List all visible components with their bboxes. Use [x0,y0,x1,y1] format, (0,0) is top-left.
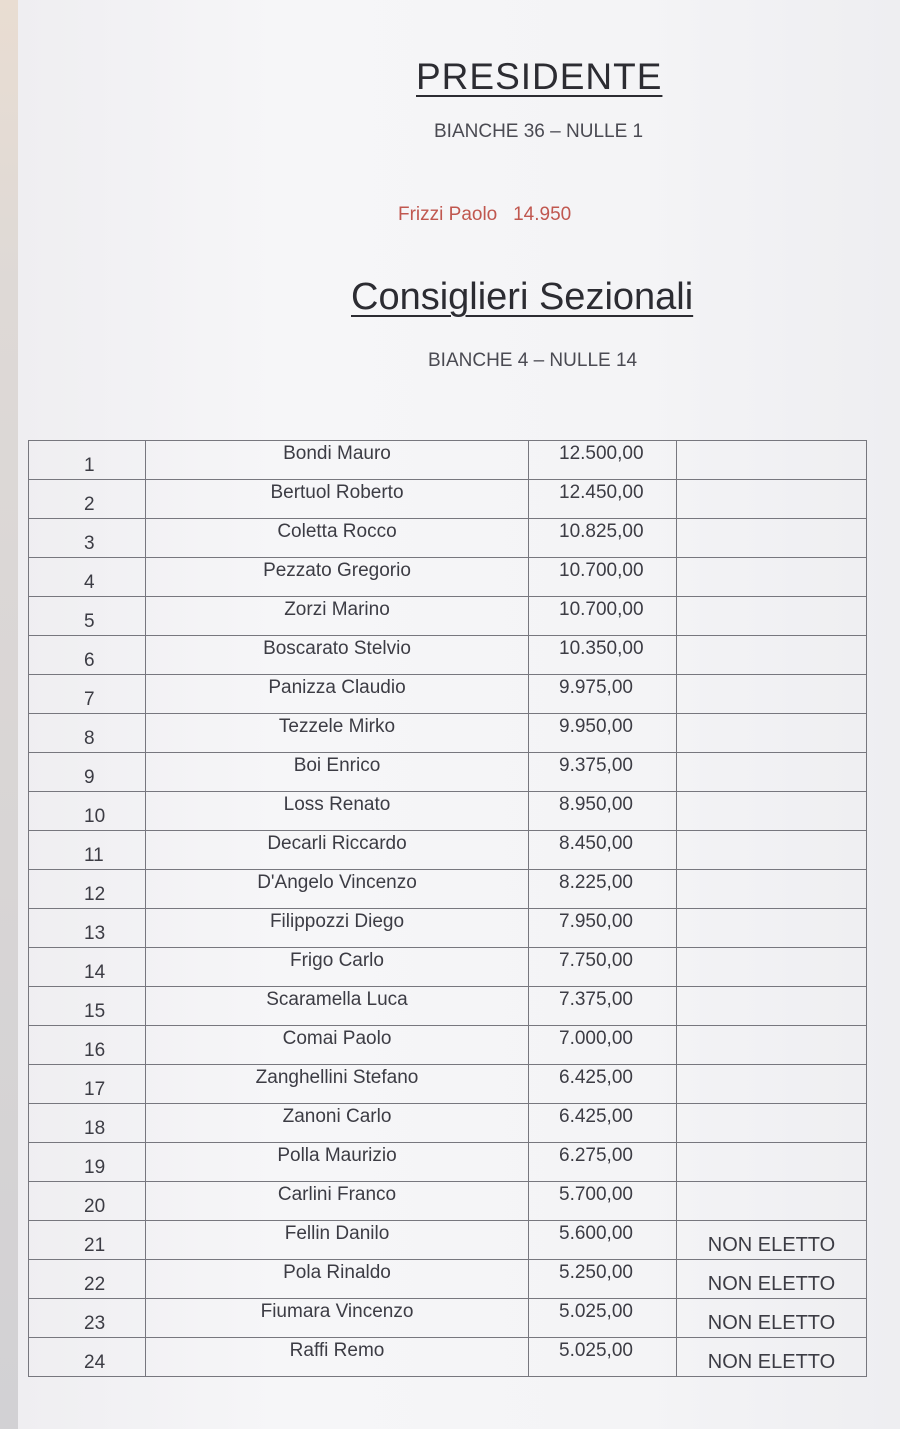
candidate-name-cell [146,753,529,792]
election-status-cell [677,1026,867,1065]
election-status-cell [677,1065,867,1104]
election-status-cell [677,558,867,597]
table-row [29,948,867,987]
rank-number: 3 [84,533,95,554]
rank-number: 2 [84,494,95,515]
table-row [29,753,867,792]
rank-number: 19 [84,1157,106,1178]
candidate-votes: 10.825,00 [559,521,644,542]
president-heading: PRESIDENTE [416,56,663,97]
candidate-votes: 5.025,00 [559,1340,633,1361]
candidate-votes: 5.700,00 [559,1184,633,1205]
candidate-name: Comai Paolo [282,1028,392,1049]
election-status-cell [677,636,867,675]
candidate-name-cell [146,636,529,675]
candidate-name: Boi Enrico [293,755,381,776]
rank-number-cell [29,948,146,987]
candidate-votes: 7.375,00 [559,989,633,1010]
rank-number-cell [29,519,146,558]
candidate-name: Pezzato Gregorio [263,560,411,581]
candidate-name-cell [146,1026,529,1065]
candidate-votes-cell [529,480,677,519]
candidate-votes-cell [529,558,677,597]
candidate-name: Panizza Claudio [268,677,406,698]
candidate-votes-cell [529,987,677,1026]
rank-number: 17 [84,1079,106,1100]
candidate-name-cell [146,1143,529,1182]
table-row [29,1143,867,1182]
rank-number-cell [29,1143,146,1182]
candidate-votes-cell [529,1104,677,1143]
candidate-votes: 7.000,00 [559,1028,633,1049]
candidate-votes: 6.425,00 [559,1067,633,1088]
candidate-votes: 12.450,00 [559,482,644,503]
election-status-cell [677,1260,867,1299]
election-status-cell [677,909,867,948]
candidate-votes-cell [529,870,677,909]
candidate-votes-cell [529,1260,677,1299]
rank-number: 4 [84,572,95,593]
rank-number-cell [29,1182,146,1221]
election-status-cell [677,1104,867,1143]
president-winner [398,204,571,226]
candidate-name-cell [146,1104,529,1143]
candidate-name: Filippozzi Diego [269,911,405,932]
candidate-name-cell [146,1221,529,1260]
rank-number-cell [29,1221,146,1260]
election-status: NON ELETTO [707,1351,836,1373]
table-row [29,675,867,714]
candidate-votes: 9.975,00 [559,677,633,698]
candidate-votes: 7.950,00 [559,911,633,932]
candidate-name: Decarli Riccardo [267,833,407,854]
rank-number: 22 [84,1274,106,1295]
councillors-heading: Consiglieri Sezionali [351,276,694,318]
table-row [29,909,867,948]
candidate-name: Coletta Rocco [277,521,397,542]
candidate-votes-cell [529,948,677,987]
candidate-votes-cell [529,1221,677,1260]
candidate-votes: 8.225,00 [559,872,633,893]
table-row [29,792,867,831]
candidate-votes-cell [529,441,677,480]
table-row [29,870,867,909]
rank-number: 1 [84,455,95,476]
candidate-votes: 10.700,00 [559,560,644,581]
table-row [29,714,867,753]
candidate-votes-cell [529,1026,677,1065]
rank-number-cell [29,558,146,597]
rank-number: 24 [84,1352,106,1373]
candidate-name: Fiumara Vincenzo [260,1301,414,1322]
table-row [29,1221,867,1260]
candidate-name: Scaramella Luca [266,989,408,1010]
candidate-votes: 9.375,00 [559,755,633,776]
candidate-votes: 6.425,00 [559,1106,633,1127]
election-status-cell [677,870,867,909]
candidate-name-cell [146,1260,529,1299]
candidate-votes-cell [529,675,677,714]
rank-number: 5 [84,611,95,632]
candidate-votes-cell [529,519,677,558]
candidate-name: Carlini Franco [277,1184,397,1205]
table-row [29,987,867,1026]
rank-number: 10 [84,806,106,827]
table-row [29,1338,867,1377]
candidate-votes-cell [529,1299,677,1338]
rank-number: 6 [84,650,95,671]
councillors-blank-null-count: BIANCHE 4 – NULLE 14 [428,350,638,371]
candidate-name-cell [146,1299,529,1338]
table-row [29,558,867,597]
candidate-votes: 8.950,00 [559,794,633,815]
table-row [29,1104,867,1143]
rank-number-cell [29,441,146,480]
table-row [29,636,867,675]
rank-number-cell [29,831,146,870]
rank-number-cell [29,675,146,714]
candidate-votes: 5.025,00 [559,1301,633,1322]
candidate-votes-cell [529,792,677,831]
election-status-cell [677,987,867,1026]
rank-number-cell [29,1299,146,1338]
rank-number-cell [29,597,146,636]
candidate-votes: 10.700,00 [559,599,644,620]
candidate-name: Bertuol Roberto [270,482,404,503]
rank-number: 13 [84,923,106,944]
rank-number-cell [29,636,146,675]
results-table-body [29,441,867,1377]
candidate-name-cell [146,480,529,519]
candidate-votes: 5.600,00 [559,1223,633,1244]
candidate-votes-cell [529,753,677,792]
table-row [29,1065,867,1104]
candidate-name-cell [146,870,529,909]
election-status-cell [677,519,867,558]
rank-number-cell [29,1065,146,1104]
candidate-name: Zanoni Carlo [282,1106,392,1127]
table-row [29,1182,867,1221]
rank-number-cell [29,1104,146,1143]
election-status: NON ELETTO [707,1234,836,1256]
rank-number-cell [29,753,146,792]
candidate-name: Frigo Carlo [290,950,384,971]
candidate-name-cell [146,909,529,948]
rank-number: 12 [84,884,106,905]
candidate-name: Zanghellini Stefano [255,1067,419,1088]
rank-number: 18 [84,1118,106,1139]
candidate-votes: 9.950,00 [559,716,633,737]
rank-number: 8 [84,728,95,749]
election-status-cell [677,1299,867,1338]
rank-number: 11 [84,845,104,866]
candidate-votes: 10.350,00 [559,638,644,659]
election-status-cell [677,948,867,987]
election-status-cell [677,1338,867,1377]
table-row [29,831,867,870]
rank-number: 15 [84,1001,106,1022]
president-blank-null-count: BIANCHE 36 – NULLE 1 [434,121,644,142]
candidate-votes-cell [529,597,677,636]
candidate-votes: 6.275,00 [559,1145,633,1166]
election-status-cell [677,441,867,480]
candidate-name-cell [146,1182,529,1221]
candidate-name: D'Angelo Vincenzo [257,872,417,893]
candidate-votes-cell [529,1065,677,1104]
candidate-name-cell [146,597,529,636]
candidate-votes-cell [529,1338,677,1377]
candidate-name: Pola Rinaldo [283,1262,391,1283]
table-row [29,597,867,636]
candidate-votes-cell [529,636,677,675]
candidate-name-cell [146,558,529,597]
rank-number: 23 [84,1313,106,1334]
candidate-name: Bondi Mauro [283,443,391,464]
election-status-cell [677,714,867,753]
rank-number-cell [29,480,146,519]
candidate-votes-cell [529,831,677,870]
candidate-votes: 7.750,00 [559,950,633,971]
candidate-name: Fellin Danilo [284,1223,390,1244]
table-row [29,1026,867,1065]
candidate-votes: 5.250,00 [559,1262,633,1283]
election-status-cell [677,831,867,870]
candidate-name: Raffi Remo [289,1340,385,1361]
rank-number: 7 [84,689,95,710]
rank-number: 14 [84,962,106,983]
candidate-name-cell [146,1065,529,1104]
rank-number-cell [29,909,146,948]
candidate-name: Boscarato Stelvio [263,638,411,659]
candidate-votes-cell [529,1182,677,1221]
rank-number: 16 [84,1040,106,1061]
election-status-cell [677,480,867,519]
rank-number-cell [29,870,146,909]
candidate-name-cell [146,519,529,558]
candidate-votes-cell [529,909,677,948]
candidate-votes-cell [529,714,677,753]
candidate-name-cell [146,675,529,714]
candidate-name-cell [146,987,529,1026]
table-row [29,519,867,558]
candidate-votes: 8.450,00 [559,833,633,854]
rank-number-cell [29,1260,146,1299]
councillors-results-table [28,440,867,1377]
election-status-cell [677,1182,867,1221]
candidate-votes-cell [529,1143,677,1182]
election-status-cell [677,597,867,636]
president-winner-votes: 14.950 [513,204,572,225]
rank-number-cell [29,1026,146,1065]
candidate-name: Loss Renato [283,794,391,815]
candidate-name: Tezzele Mirko [278,716,396,737]
election-status: NON ELETTO [707,1312,836,1334]
candidate-votes: 12.500,00 [559,443,644,464]
candidate-name: Polla Maurizio [277,1145,397,1166]
candidate-name-cell [146,714,529,753]
candidate-name-cell [146,792,529,831]
table-row [29,480,867,519]
rank-number: 21 [84,1235,106,1256]
candidate-name-cell [146,948,529,987]
rank-number-cell [29,714,146,753]
rank-number-cell [29,792,146,831]
rank-number-cell [29,1338,146,1377]
rank-number: 20 [84,1196,106,1217]
election-status-cell [677,675,867,714]
election-status-cell [677,792,867,831]
election-status: NON ELETTO [707,1273,836,1295]
table-row [29,441,867,480]
president-winner-name: Frizzi Paolo [398,204,498,225]
rank-number-cell [29,987,146,1026]
candidate-name-cell [146,1338,529,1377]
election-status-cell [677,1221,867,1260]
candidate-name: Zorzi Marino [284,599,390,620]
table-row [29,1299,867,1338]
candidate-name-cell [146,831,529,870]
election-status-cell [677,753,867,792]
election-status-cell [677,1143,867,1182]
table-row [29,1260,867,1299]
candidate-name-cell [146,441,529,480]
rank-number: 9 [84,767,95,788]
photo-background-edge [0,0,18,1429]
